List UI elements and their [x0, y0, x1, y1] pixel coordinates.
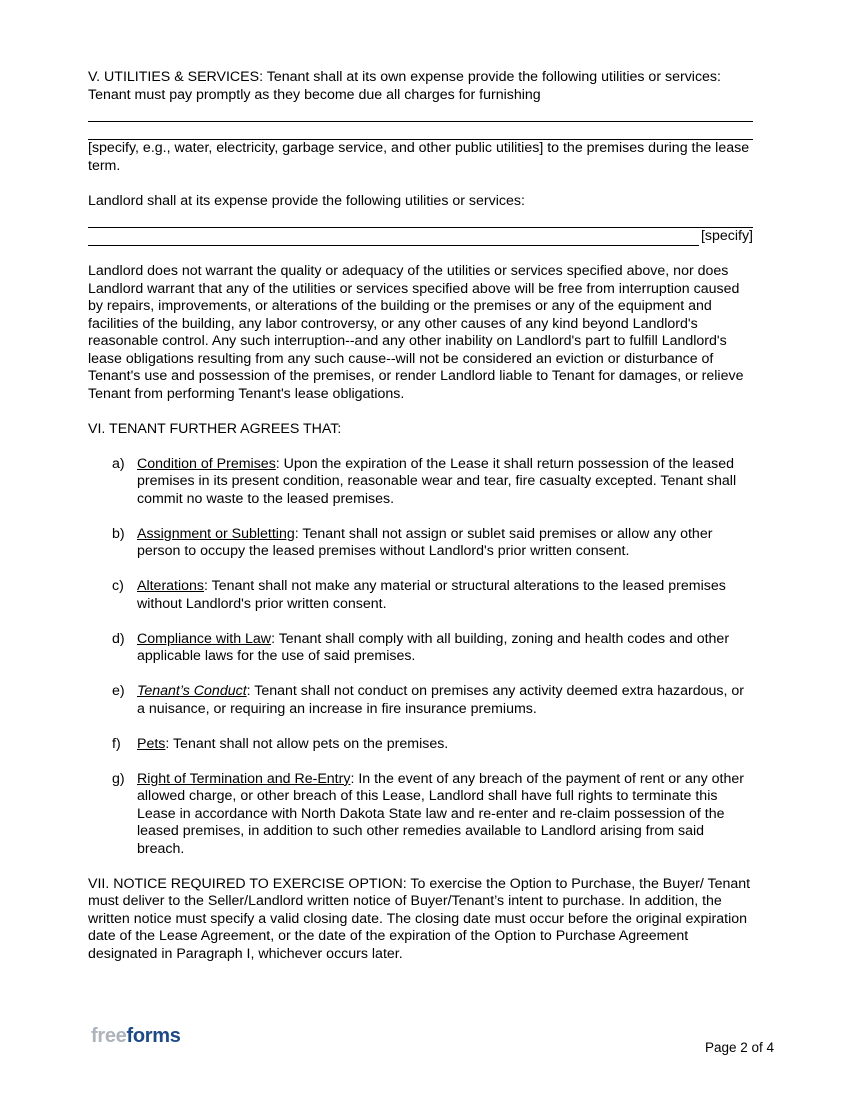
list-item-title: Compliance with Law: [137, 630, 272, 647]
blank-line-4[interactable]: [88, 229, 699, 246]
section-vii-paragraph: VII. NOTICE REQUIRED TO EXERCISE OPTION: To exercise the Option to Purchase, the Buyer/ Tenant must deliver to the Seller/Landlord written notice of Buyer/Tenant’s intent to purchase. In addition, the written notice must specify a valid closing date. The closing date must occur before the original expiration date of the Lease Agreement, or the date of the expiration of the Option to Purchase Agreement designated in Paragraph I, whichever occurs later.: [88, 875, 751, 962]
list-item: [112, 526, 753, 561]
blank-line-2[interactable]: [88, 122, 753, 140]
list-letter: g): [112, 770, 125, 787]
landlord-utilities-intro: Landlord shall at its expense provide the following utilities or services:: [88, 192, 525, 209]
list-item: [112, 456, 753, 509]
list-item-text: : Tenant shall not conduct on premises any activity deemed extra hazardous, or a nuisance, or requiring an increase in fire insurance premiums.: [137, 683, 745, 717]
list-letter: f): [112, 735, 121, 752]
list-item-title: Assignment or Subletting: [137, 525, 295, 542]
document-page: [88, 69, 753, 963]
list-item-text: : Upon the expiration of the Lease it shall return possession of the leased premises in its present condition, reasonable wear and tear, fire casualty excepted. Tenant shall commit no waste to the leased premises.: [137, 455, 737, 507]
section-vi-heading: VI. TENANT FURTHER AGREES THAT:: [88, 420, 342, 437]
freeforms-logo: freeforms: [91, 1025, 181, 1047]
list-item: [112, 631, 753, 666]
list-letter: d): [112, 630, 125, 647]
blank-line-1[interactable]: [88, 104, 753, 122]
list-item-text: : Tenant shall not make any material or structural alterations to the leased premises without Landlord's prior written consent.: [137, 578, 726, 612]
list-item-title: Pets: [137, 735, 166, 752]
list-item-title: Tenant’s Conduct: [137, 683, 247, 699]
list-item-title: Alterations: [137, 578, 205, 594]
list-item-text: : Tenant shall not assign or sublet said premises or allow any other person to occupy the leased premises without Landlord's prior written consent.: [137, 525, 713, 559]
list-letter: c): [112, 578, 124, 594]
list-item: [112, 578, 753, 613]
specify-label: [specify]: [700, 228, 753, 244]
page-number: Page 2 of 4: [705, 1040, 775, 1055]
list-item-text: : Tenant shall comply with all building, zoning and health codes and other applicable laws for the use of said premises.: [137, 630, 730, 664]
landlord-warranty-paragraph: Landlord does not warrant the quality or adequacy of the utilities or services specified above, nor does Landlord warrant that any of the utilities or services specified above will be free from interruption caused by repairs, improvements, or alterations of the building or the premises or any of the equipment and facilities of the building, any labor controversy, or any other causes of any kind beyond Landlord's reasonable control. Any such interruption--and any other inability on Landlord's part to fulfill Landlord's lease obligations resulting from any such cause--will not be considered an eviction or disturbance of Tenant's use and possession of the premises, or render Landlord liable to Tenant for damages, or relieve Tenant from performing Tenant's lease obligations.: [88, 263, 744, 402]
section-v-intro: V. UTILITIES & SERVICES: Tenant shall at its own expense provide the following utilities or services: Tenant must pay promptly as they become due all charges for furnishing: [88, 69, 721, 103]
list-item-title: Right of Termination and Re-Entry: [137, 770, 351, 787]
list-letter: a): [112, 455, 125, 472]
list-item: [112, 736, 753, 754]
list-item-title: Condition of Premises: [137, 455, 276, 472]
section-vi-list: [88, 456, 753, 859]
specify-row: [88, 228, 753, 246]
list-item-text: : Tenant shall not allow pets on the premises.: [165, 735, 449, 752]
list-item: [112, 771, 753, 859]
list-letter: e): [112, 683, 125, 699]
section-v-specify-text: [specify, e.g., water, electricity, garbage service, and other public utilities] to the premises during the lease term.: [88, 140, 750, 174]
list-item-text: : In the event of any breach of the payment of rent or any other allowed charge, or other breach of this Lease, Landlord shall have full rights to terminate this Lease in accordance with North Dakota State law and re-enter and re-claim possession of the leased premises, in addition to such other remedies available to Landlord arising from said breach.: [137, 770, 745, 857]
list-item: [112, 683, 753, 718]
list-letter: b): [112, 525, 125, 542]
blank-line-3[interactable]: [88, 210, 753, 228]
